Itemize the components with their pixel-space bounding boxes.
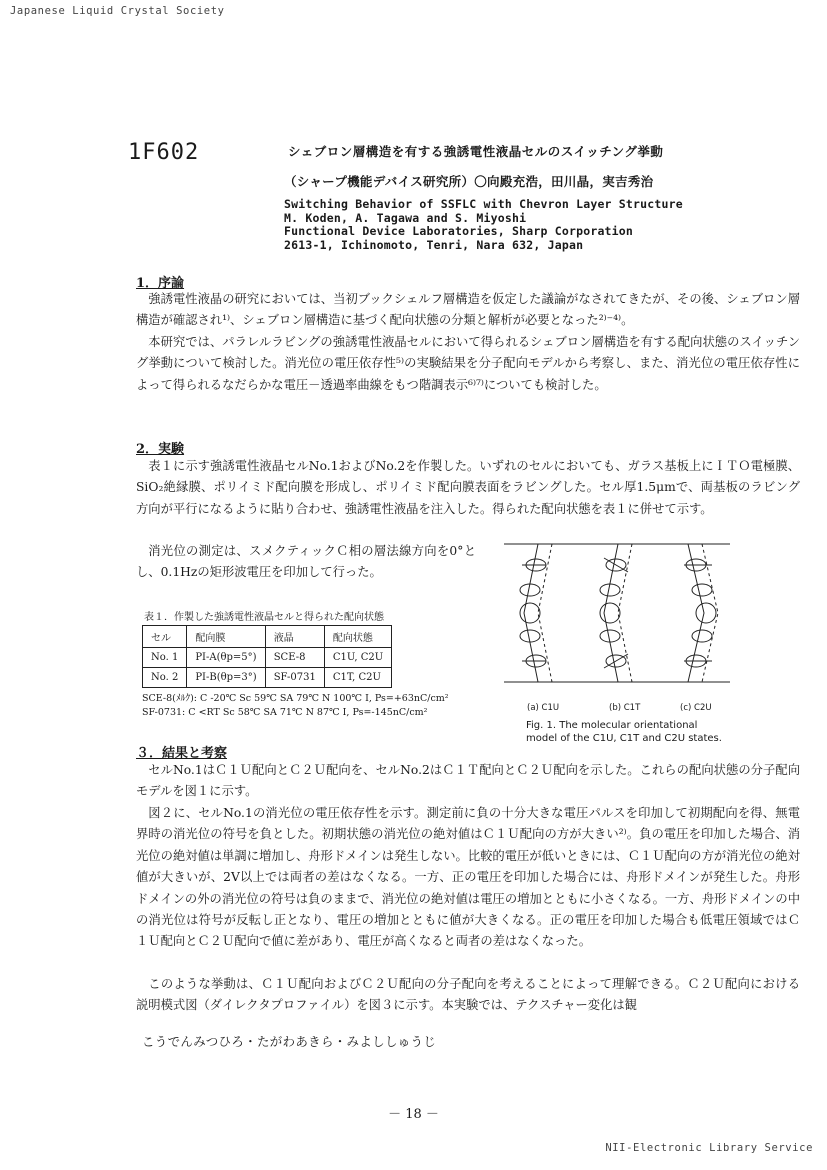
section-title-experiment: 2．実験 [136,442,185,457]
table-cell: SF-0731 [265,668,324,688]
table-header-state: 配向状態 [324,626,391,648]
results-paragraph-1: セルNo.1はＣ１Ｕ配向とＣ２Ｕ配向を、セルNo.2はＣ１Ｔ配向とＣ２Ｕ配向を示した。これらの配向状態の分子配向モデルを図１に示す。 [136,763,800,799]
c1t-model [600,544,632,682]
figure-label-c1u: (a) C1U [527,703,560,713]
director-cone [692,630,712,642]
author-kana-names: こうでんみつひろ・たがわあきら・みよししゅうじ [142,1034,437,1049]
table-note-sf0731: SF-0731: C <RT Sc 58℃ SA 71℃ N 87℃ I, Ps=-145nC/cm² [142,707,428,718]
page-number: － 18 － [388,1107,439,1122]
society-header: Japanese Liquid Crystal Society [10,5,225,17]
figure-caption-line-1: Fig. 1. The molecular orientational [526,720,698,731]
director-cone [520,603,540,623]
paper-title-en: Switching Behavior of SSFLC with Chevron Layer Structure [284,197,683,211]
figure-label-c2u: (c) C2U [680,703,712,713]
table-cell: No. 2 [143,668,187,688]
results-paragraph-2: 図２に、セルNo.1の消光位の電圧依存性を示す。測定前に負の十分大きな電圧パルスを印加して初期配向を得、無電界時の消光位の符号を負とした。初期状態の消光位の絶対値はＣ１Ｕ配向の方が大きい²⁾。負の電圧を印加した場合、消光位の絶対値は単調に増加し、舟形ドメインは発生しない。比較的電圧が低いときには、Ｃ１Ｕ配向の方が消光位の絶対値が大きいが、2V以上では両者の差はなくなる。一方、正の電圧を印加した場合には、舟形ドメインが発生した。舟形ドメインの外の消光位の符号は負のままで、消光位の絶対値は電圧の増加とともに小さくなる。一方、舟形ドメインの中の消光位は符号が反転し正となり、電圧の増加とともに値が大きくなる。正の電圧を印加した場合も低電圧領域ではＣ１Ｕ配向とＣ２Ｕ配向で値に差があり、電圧が高くなると両者の差はなくなった。 [136,806,800,949]
figure-label-c1t: (b) C1T [609,703,641,713]
figure-caption [526,720,722,745]
director-cone [692,584,712,596]
paper-authors-en: M. Koden, A. Tagawa and S. Miyoshi [284,210,527,225]
intro-paragraph-2: 本研究では、パラレルラビングの強誘電性液晶セルにおいて得られるシェブロン層構造を有する配向状態のスイッチング挙動について検討した。消光位の電圧依存性⁵⁾の実験結果を分子配向モデルから考察し、また、消光位の電圧依存性によって得られるなだらかな電圧－透過率曲線をもつ階調表示⁶⁾⁷⁾についても検討した。 [136,335,800,392]
cell-table [142,625,392,688]
table-header-alignment-film: 配向膜 [187,626,265,648]
intro-paragraph-1: 強誘電性液晶の研究においては、当初ブックシェルフ層構造を仮定した議論がなされてきたが、その後、シェブロン層構造が確認され¹⁾、シェブロン層構造に基づく配向状態の分類と解析が必要となった²⁾⁻⁴⁾。 [136,292,800,328]
english-header-block [284,198,683,252]
paper-id: 1F602 [128,140,200,165]
nii-footer: NII-Electronic Library Service [605,1142,813,1154]
address-en: 2613-1, Ichinomoto, Tenri, Nara 632, Japan [284,237,584,252]
c1u-model [520,544,552,682]
table-cell: C1T, C2U [324,668,391,688]
table-header-cell: セル [143,626,187,648]
paper-title-jp: シェブロン層構造を有する強誘電性液晶セルのスイッチング挙動 [288,144,664,159]
table-row [143,648,392,668]
figure-caption-line-2: model of the C1U, C1T and C2U states. [526,732,722,744]
director-line [604,558,628,572]
c2u-model [684,544,718,682]
director-line [604,654,628,668]
experiment-paragraph-2: 消光位の測定は、スメクティックＣ相の層法線方向を0°とし、0.1Hzの矩形波電圧を印加して行った。 [136,544,476,580]
table-row [143,668,392,688]
table-caption: 表１．作製した強誘電性液晶セルと得られた配向状態 [144,612,384,623]
director-cone [696,603,716,623]
table-cell: PI-B(θp=3°) [187,668,265,688]
experiment-paragraph-1: 表１に示す強誘電性液晶セルNo.1およびNo.2を作製した。いずれのセルにおいても、ガラス基板上にＩＴＯ電極膜、SiO₂絶縁膜、ポリイミド配向膜を形成し、ポリイミド配向膜表面をラビングした。セル厚1.5μmで、両基板のラビング方向が平行になるように貼り合わせ、強誘電性液晶を注入した。得られた配向状態を表１に併せて示す。 [136,459,800,516]
results-paragraph-3: このような挙動は、Ｃ１Ｕ配向およびＣ２Ｕ配向の分子配向を考えることによって理解できる。Ｃ２Ｕ配向における説明模式図（ダイレクタプロファイル）を図３に示す。本実験では、テクスチャー変化は観 [136,977,800,1013]
table-note-sce8: SCE-8(ﾒﾙｸ): C -20℃ Sc 59℃ SA 79℃ N 100℃ I, Ps=+63nC/cm² [142,693,449,704]
molecular-orientation-figure [500,530,735,698]
paper-authors-jp: （シャープ機能デバイス研究所）〇向殿充浩，田川晶，実吉秀治 [284,174,654,189]
table-header-row [143,626,392,648]
table-cell: No. 1 [143,648,187,668]
section-title-intro: 1．序論 [136,276,185,291]
director-cone [600,603,620,623]
table-header-lc: 液晶 [265,626,324,648]
affiliation-en: Functional Device Laboratories, Sharp Corporation [284,224,634,238]
table-cell: C1U, C2U [324,648,391,668]
section-title-results: ３．結果と考察 [136,746,228,761]
table-cell: PI-A(θp=5°) [187,648,265,668]
table-cell: SCE-8 [265,648,324,668]
